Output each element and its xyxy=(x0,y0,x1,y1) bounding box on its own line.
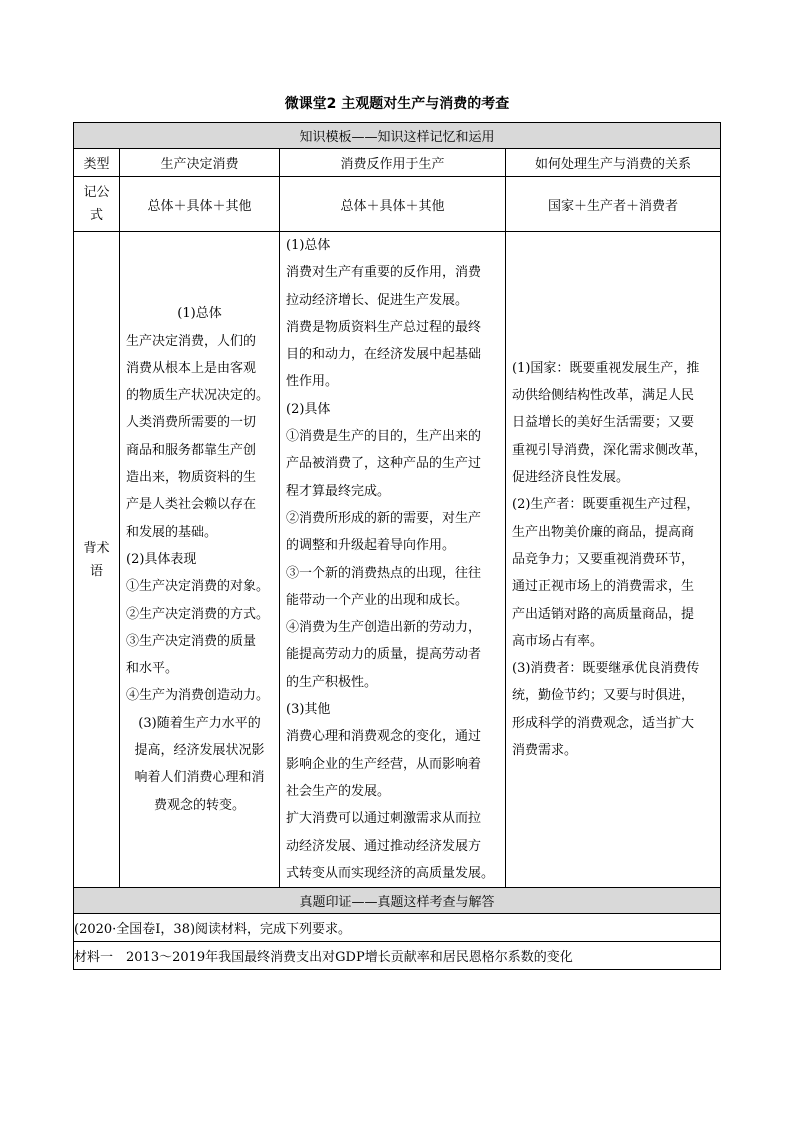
content-line: (2)生产者：既要重视生产过程， xyxy=(512,497,700,513)
knowledge-table xyxy=(73,122,721,970)
content-line: ④消费为生产创造出新的劳动力， xyxy=(286,620,482,636)
page-title: 微课堂2 主观题对生产与消费的考查 xyxy=(284,96,510,112)
content-line: 重视引导消费，深化需求侧改革， xyxy=(512,442,708,458)
content-line: (1)总体 xyxy=(177,306,222,322)
content-line: 品竞争力；又要重视消费环节， xyxy=(512,551,695,567)
content-line: 造出来，物质资料的生 xyxy=(126,470,257,486)
formula-label: 记公 式 xyxy=(74,177,120,232)
content-line: 和发展的基础。 xyxy=(126,524,218,540)
content-line: (3)消费者：既要继承优良消费传 xyxy=(512,661,700,677)
content-line: 产品被消费了，这种产品的生产过 xyxy=(286,456,482,472)
content-line: 消费是物质资料生产总过程的最终 xyxy=(286,319,482,335)
content-line: 促进经济良性发展。 xyxy=(512,470,630,486)
content-line: 提高，经济发展状况影 xyxy=(134,742,265,758)
header-relationship: 如何处理生产与消费的关系 xyxy=(506,149,721,177)
section-header-template: 知识模板——知识这样记忆和运用 xyxy=(74,123,721,149)
content-line: 性作用。 xyxy=(286,374,339,390)
content-line: 费观念的转变。 xyxy=(153,797,245,813)
content-line: ②生产决定消费的方式。 xyxy=(126,606,270,622)
content-line: 扩大消费可以通过刺激需求从而拉 xyxy=(286,811,482,827)
content-line: ③一个新的消费热点的出现，往往 xyxy=(286,565,482,581)
formula-col3: 国家＋生产者＋消费者 xyxy=(506,177,721,232)
material-caption: 材料一 2013～2019年我国最终消费支出对GDP增长贡献率和居民恩格尔系数的变化 xyxy=(74,942,721,970)
content-line: 通过正视市场上的消费需求，生 xyxy=(512,579,695,595)
content-line: 程才算最终完成。 xyxy=(286,483,391,499)
formula-col1: 总体＋具体＋其他 xyxy=(120,177,280,232)
content-line: (1)国家：既要重视发展生产，推 xyxy=(512,360,700,376)
content-line: 的生产积极性。 xyxy=(286,674,378,690)
content-line: (1)总体 xyxy=(286,238,331,253)
content-label: 背术 语 xyxy=(74,232,120,888)
content-line: ③生产决定消费的质量 xyxy=(126,633,257,649)
section-header-real-questions: 真题印证——真题这样考查与解答 xyxy=(74,888,721,914)
content-line: (3)随着生产力水平的 xyxy=(138,715,261,731)
formula-col2: 总体＋具体＋其他 xyxy=(280,177,506,232)
header-production-decides: 生产决定消费 xyxy=(120,149,280,177)
content-line: 人类消费所需要的一切 xyxy=(126,415,257,431)
content-line: 消费心理和消费观念的变化，通过 xyxy=(286,729,482,745)
content-line: 日益增长的美好生活需要；又要 xyxy=(512,415,695,431)
content-line: 的调整和升级起着导向作用。 xyxy=(286,538,456,554)
content-line: 和水平。 xyxy=(126,661,179,677)
content-line: 动经济发展、通过推动经济发展方 xyxy=(286,838,482,854)
content-line: 生产决定消费，人们的 xyxy=(126,333,257,349)
content-line: (2)具体 xyxy=(286,401,331,417)
content-line: (3)其他 xyxy=(286,702,331,718)
content-line: 产出适销对路的高质量商品，提 xyxy=(512,606,695,622)
content-line: 的物质生产状况决定的。 xyxy=(126,388,270,404)
content-line: 消费需求。 xyxy=(512,742,578,758)
content-line: 目的和动力，在经济发展中起基础 xyxy=(286,347,482,363)
content-line: 商品和服务都靠生产创 xyxy=(126,442,257,458)
content-line: 能提高劳动力的质量，提高劳动者 xyxy=(286,647,482,663)
content-line: 消费对生产有重要的反作用，消费 xyxy=(286,265,482,281)
header-type: 类型 xyxy=(74,149,120,177)
content-line: 统，勤俭节约；又要与时俱进， xyxy=(512,688,695,704)
question-prompt: (2020·全国卷Ⅰ，38)阅读材料，完成下列要求。 xyxy=(74,914,721,942)
content-line: ①生产决定消费的对象。 xyxy=(126,579,270,595)
content-line: 产是人类社会赖以存在 xyxy=(126,497,257,513)
content-line: 生产出物美价廉的商品，提高商 xyxy=(512,524,695,540)
content-col1 xyxy=(120,232,280,888)
content-line: 形成科学的消费观念，适当扩大 xyxy=(512,715,695,731)
content-line: 高市场占有率。 xyxy=(512,633,604,649)
content-col2 xyxy=(280,232,506,888)
content-line: 社会生产的发展。 xyxy=(286,783,391,799)
content-line: 拉动经济增长、促进生产发展。 xyxy=(286,292,469,308)
content-line: (2)具体表现 xyxy=(126,551,197,567)
content-line: 动供给侧结构性改革，满足人民 xyxy=(512,388,695,404)
content-col3 xyxy=(506,232,721,888)
content-line: 能带动一个产业的出现和成长。 xyxy=(286,592,469,608)
content-line: ①消费是生产的目的，生产出来的 xyxy=(286,429,482,445)
content-line: 消费从根本上是由客观 xyxy=(126,360,257,376)
content-line: ④生产为消费创造动力。 xyxy=(126,688,270,704)
content-line: 影响企业的生产经营，从而影响着 xyxy=(286,756,482,772)
content-line: 响着人们消费心理和消 xyxy=(134,770,265,786)
header-consumption-reacts: 消费反作用于生产 xyxy=(280,149,506,177)
content-line: 式转变从而实现经济的高质量发展。 xyxy=(286,865,495,881)
content-line: ②消费所形成的新的需要，对生产 xyxy=(286,510,482,526)
